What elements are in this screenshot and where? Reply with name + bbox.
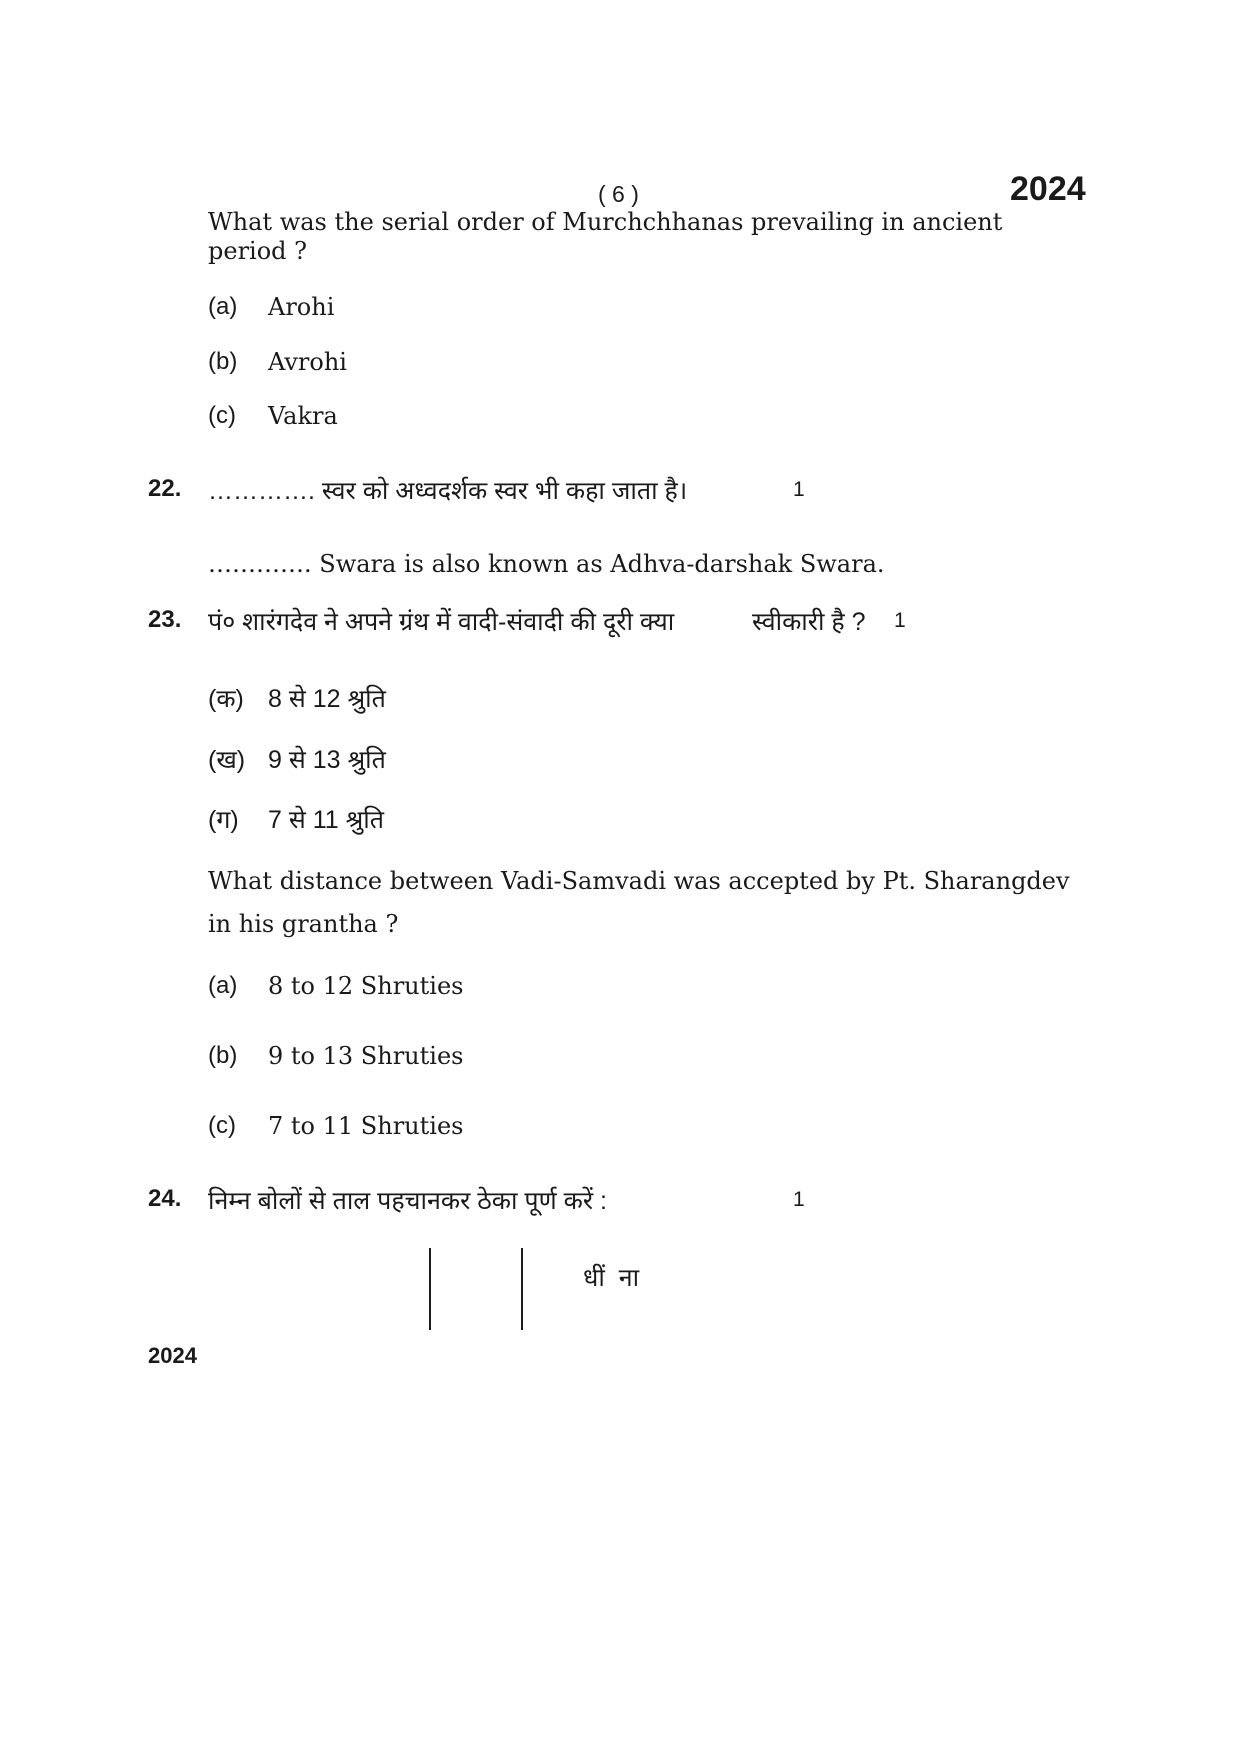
q23-option-a-text: 8 to 12 Shruties [268, 972, 464, 1000]
q23-option-c-text: 7 to 11 Shruties [268, 1112, 464, 1140]
q23-hindi-option-ga-label: (ग) [208, 806, 239, 834]
q21-option-b-label: (b) [208, 348, 238, 375]
q23-marks: 1 [894, 609, 906, 632]
q22-number: 22. [148, 475, 182, 502]
q22-hindi-question: …………. स्वर को अध्वदर्शक स्वर भी कहा जाता है। [208, 477, 688, 505]
q23-hindi-option-ga-text: 7 से 11 श्रुति [268, 806, 385, 834]
q24-marks: 1 [793, 1188, 805, 1211]
footer-year: 2024 [148, 1343, 197, 1368]
q21-option-c-text: Vakra [268, 402, 338, 430]
q23-hindi-question: पं० शारंगदेव ने अपने ग्रंथ में वादी-संवादी की दूरी क्या [208, 608, 675, 636]
theka-bols: धीं ना [583, 1264, 640, 1292]
q23-hindi-question-end: स्वीकारी है ? [752, 608, 866, 636]
q23-number: 23. [148, 606, 182, 633]
vibhag-divider-1 [429, 1248, 431, 1330]
q23-option-c-label: (c) [208, 1112, 236, 1139]
q21-option-a-label: (a) [208, 293, 238, 320]
q21-english-question: What was the serial order of Murchchhanas prevailing in ancient period ? [208, 208, 1003, 265]
vibhag-divider-2 [521, 1248, 523, 1330]
q23-hindi-option-ka-label: (क) [208, 685, 244, 713]
q24-hindi-question: निम्न बोलों से ताल पहचानकर ठेका पूर्ण करें : [208, 1187, 607, 1215]
q21-option-a-text: Arohi [268, 293, 335, 321]
q22-marks: 1 [793, 478, 805, 501]
q23-hindi-option-kha-text: 9 से 13 श्रुति [268, 746, 386, 774]
q24-number: 24. [148, 1185, 182, 1212]
q21-option-c-label: (c) [208, 402, 236, 429]
q22-english-question: …………. Swara is also known as Adhva-darshak Swara. [208, 550, 885, 578]
q21-option-b-text: Avrohi [268, 348, 347, 376]
q23-option-b-label: (b) [208, 1042, 238, 1069]
q23-hindi-option-kha-label: (ख) [208, 746, 246, 774]
q23-option-b-text: 9 to 13 Shruties [268, 1042, 464, 1070]
page-number: ( 6 ) [598, 181, 639, 207]
q23-option-a-label: (a) [208, 972, 238, 999]
q23-hindi-option-ka-text: 8 से 12 श्रुति [268, 685, 386, 713]
q23-english-question: What distance between Vadi-Samvadi was accepted by Pt. Sharangdev in his grantha ? [208, 867, 1070, 938]
header-year: 2024 [1010, 170, 1086, 208]
